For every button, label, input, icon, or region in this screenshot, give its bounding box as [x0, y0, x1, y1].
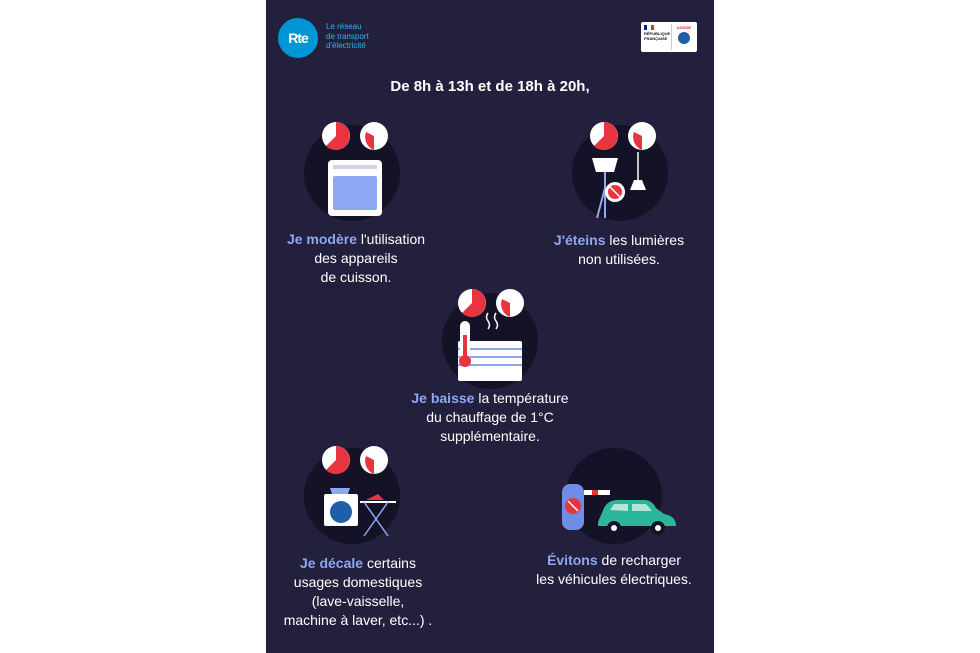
oven-illustration	[304, 118, 424, 238]
headline: De 8h à 13h et de 18h à 20h,	[390, 78, 590, 95]
tip-caption-heating: Je baisse la température du chauffage de 1°C supplémentaire.	[411, 390, 569, 444]
clock-dial-icon	[322, 122, 350, 150]
clock-dial-icon	[360, 446, 388, 474]
clock-dial-icon	[322, 446, 350, 474]
poster	[266, 0, 714, 653]
tip-caption-appliances: Je décale certains usages domestiques (lave-vaisselle, machine à laver, etc...) .	[283, 555, 433, 628]
brand-tagline: Le réseau de transport d'électricité	[326, 22, 369, 50]
rte-logo[interactable]: Rte	[278, 18, 318, 58]
radiator-illustration	[442, 285, 562, 405]
lamp-illustration	[572, 118, 692, 238]
clock-dial-icon	[590, 122, 618, 150]
tip-caption-cooking: Je modère l'utilisation des appareils de cuisson.	[286, 231, 426, 285]
tip-caption-lights: J'éteins les lumières non utilisées.	[553, 232, 685, 267]
government-logos	[641, 22, 697, 52]
french-flag-icon	[644, 25, 654, 30]
clock-dial-icon	[628, 122, 656, 150]
ev-charging-illustration	[552, 448, 692, 558]
ademe-logo: ADEME	[671, 24, 696, 50]
clock-dial-icon	[360, 122, 388, 150]
republique-label: RÉPUBLIQUE FRANÇAISE	[644, 31, 671, 41]
clock-dial-icon	[458, 289, 486, 317]
clock-dial-icon	[496, 289, 524, 317]
tip-caption-ev: Évitons de recharger les véhicules électriques.	[536, 552, 692, 587]
laundry-illustration	[304, 440, 424, 560]
